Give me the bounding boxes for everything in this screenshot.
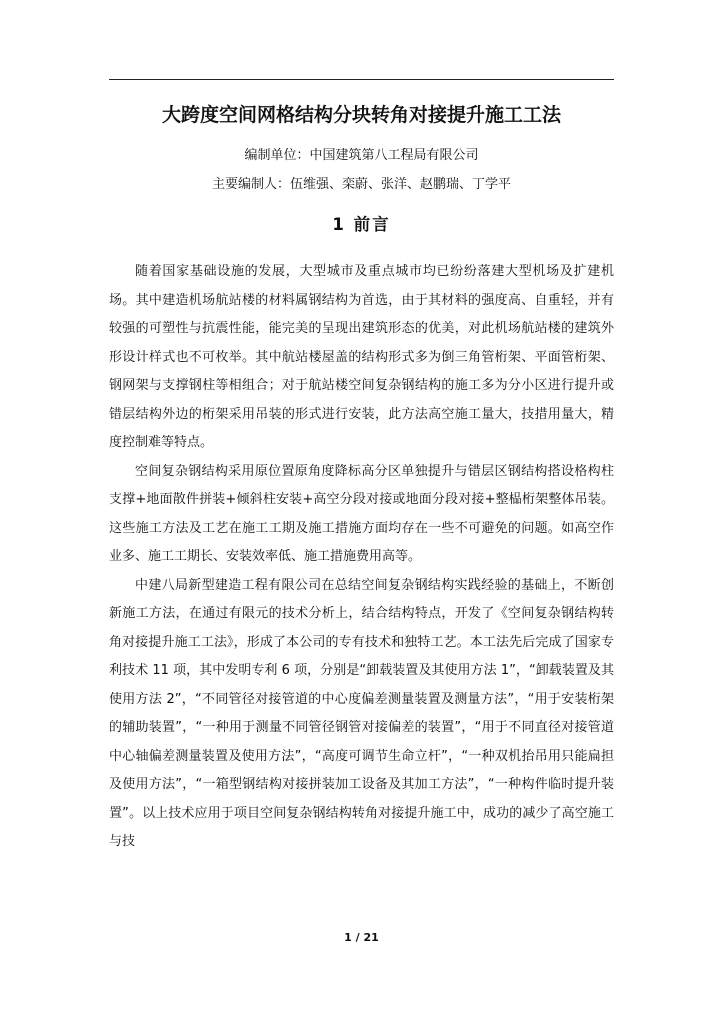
main-authors: 主要编制人：伍维强、栾蔚、张洋、赵鹏瑞、丁学平 (211, 177, 511, 192)
paragraph-2: 空间复杂钢结构采用原位置原角度降标高分区单独提升与错层区钢结构搭设格构柱支撑+地面散件拼装+倾斜柱安装+高空分段对接或地面分段对接+整榀桁架整体吊装。这些施工方法及工艺在施工工期及施工措施方面均存在一些不可避免的问题。如高空作业多、施工工期长、安装效率低、施工措施费用高等。 (109, 463, 614, 564)
section-heading: 1 前言 (332, 215, 391, 234)
page-number: 1 / 21 (344, 931, 379, 944)
header-rule (109, 79, 614, 80)
section-body (109, 258, 614, 857)
document-title: 大跨度空间网格结构分块转角对接提升施工工法 (161, 104, 561, 126)
paragraph-3: 中建八局新型建造工程有限公司在总结空间复杂钢结构实践经验的基础上，不断创新施工方法，在通过有限元的技术分析上，结合结构特点，开发了《空间复杂钢结构转角对接提升施工工法》，形成了本公司的专有技术和独特工艺。本工法先后完成了国家专利技术 11 项，其中发明专利 6 项，分别是“卸载装置及其使用方法 1”，“卸载装置及其使用方法 2”，“不同管径对接管道的中心度偏差测量装置及测量方法”，“用于安装桁架的辅助装置”，“一种用于测量不同管径钢管对接偏差的装置”，“用于不同直径对接管道中心轴偏差测量装置及使用方法”，“高度可调节生命立杆”，“一种双机抬吊用只能扁担及使用方法”，“一箱型钢结构对接拼装加工设备及其加工方法”，“一种构件临时提升装置”。以上技术应用于项目空间复杂钢结构转角对接提升施工中，成功的减少了高空施工与技 (109, 577, 614, 849)
compiler-unit: 编制单位：中国建筑第八工程局有限公司 (244, 148, 479, 163)
paragraph-1: 随着国家基础设施的发展，大型城市及重点城市均已纷纷落建大型机场及扩建机场。其中建造机场航站楼的材料属钢结构为首选，由于其材料的强度高、自重轻，并有较强的可塑性与抗震性能，能完美的呈现出建筑形态的优美，对此机场航站楼的建筑外形设计样式也不可枚举。其中航站楼屋盖的结构形式多为倒三角管桁架、平面管桁架、钢网架与支撑钢柱等相组合；对于航站楼空间复杂钢结构的施工多为分小区进行提升或错层结构外边的桁架采用吊装的形式进行安装，此方法高空施工量大，技措用量大，精度控制难等特点。 (109, 264, 614, 450)
